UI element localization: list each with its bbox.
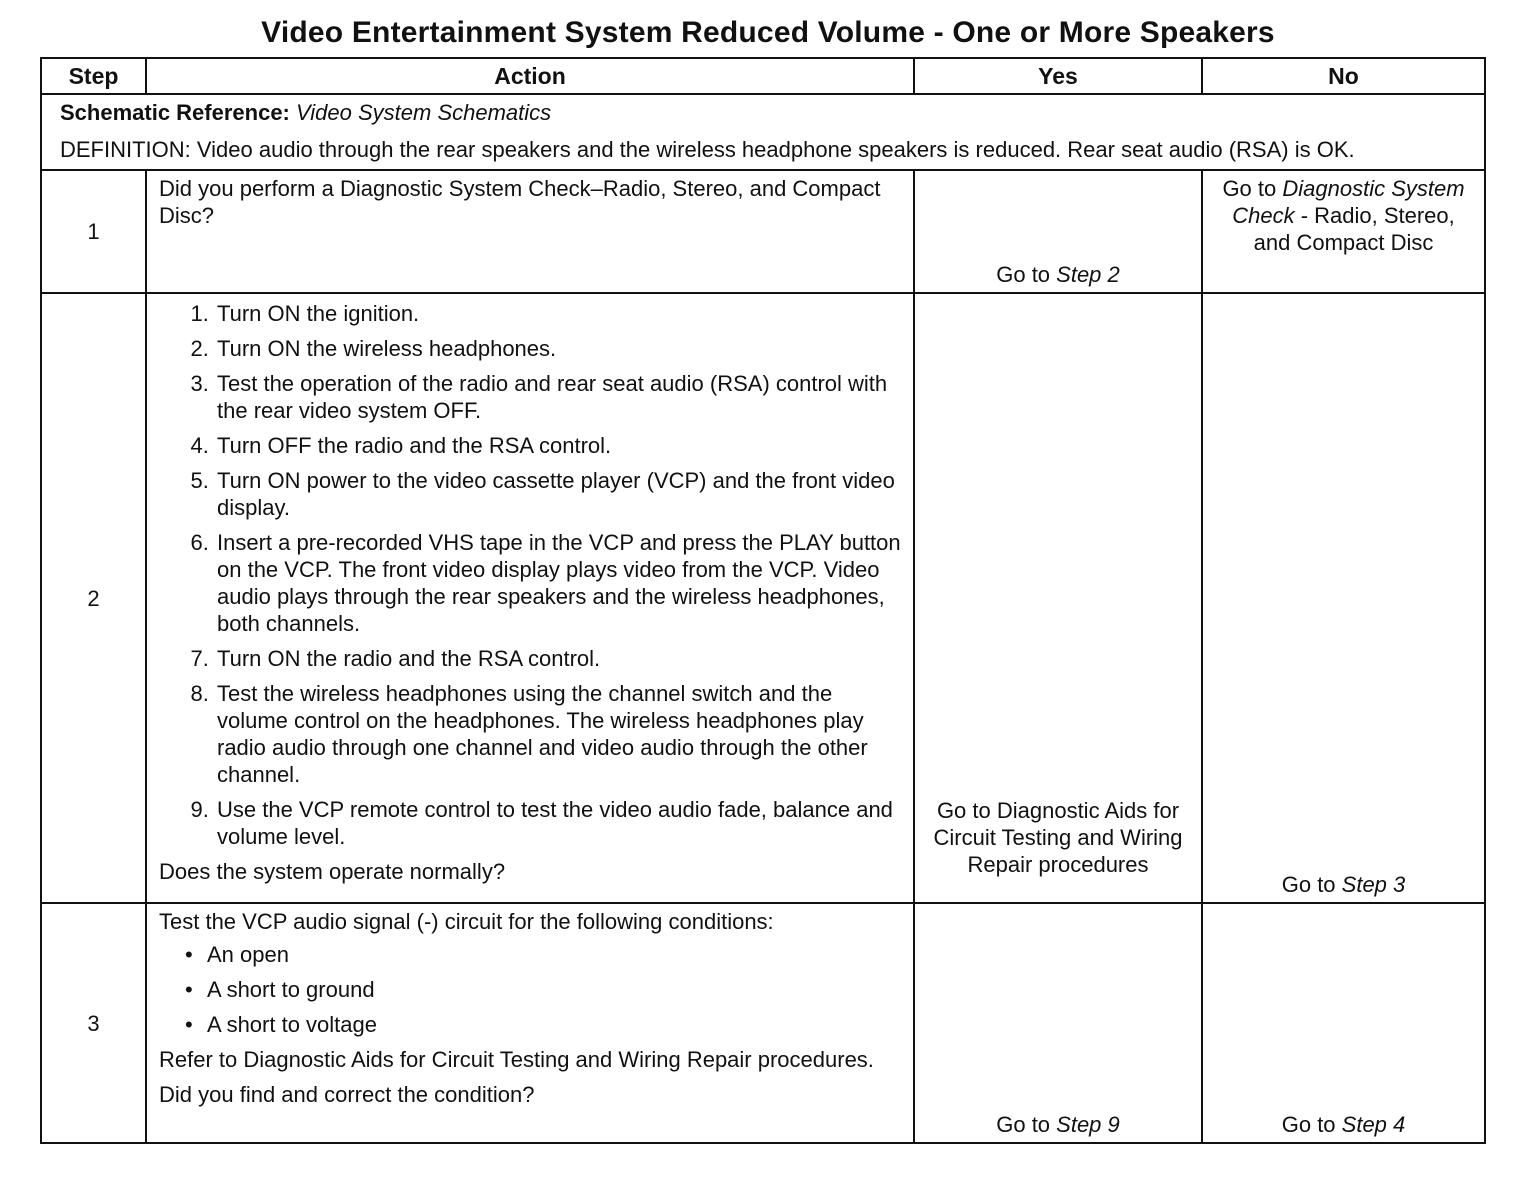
yes-text[interactable]: Go to Diagnostic Aids for Circuit Testing and Wiring Repair procedures: [933, 798, 1183, 877]
step-no: [1202, 170, 1485, 293]
list-item: 9. Use the VCP remote control to test the video audio fade, balance and volume level.: [215, 796, 901, 850]
header-row: [41, 58, 1485, 94]
header-yes: Yes: [914, 58, 1202, 94]
no-prefix: Go to: [1281, 872, 1342, 897]
diagnostic-table: [40, 57, 1486, 1144]
bullet-icon: •: [185, 1012, 193, 1037]
header-no: No: [1202, 58, 1485, 94]
no-link[interactable]: Step 4: [1341, 1112, 1406, 1137]
step-action: [146, 293, 914, 903]
schematic-reference-label: Schematic Reference:: [60, 100, 290, 125]
step-yes: [914, 903, 1202, 1143]
table-row: [41, 903, 1485, 1143]
list-item: [185, 1011, 901, 1038]
no-prefix: Go to: [1281, 1112, 1342, 1137]
step-number: 2: [41, 293, 146, 903]
list-item: 4. Turn OFF the radio and the RSA control.: [215, 432, 901, 459]
step-number: 1: [41, 170, 146, 293]
reference-row: [41, 94, 1485, 170]
list-item: 2. Turn ON the wireless headphones.: [215, 335, 901, 362]
yes-link[interactable]: Step 2: [1056, 262, 1120, 287]
no-link[interactable]: Diagnostic System Check: [1232, 176, 1465, 228]
bullet-icon: •: [185, 942, 193, 967]
list-item-text: An open: [207, 942, 289, 967]
step-question: Did you find and correct the condition?: [159, 1082, 535, 1107]
bullet-icon: •: [185, 977, 193, 1002]
no-suffix: - Radio, Stereo, and Compact Disc: [1253, 203, 1455, 255]
condition-list: [159, 941, 901, 1038]
page-title: Video Entertainment System Reduced Volume - One or More Speakers: [261, 16, 1275, 49]
list-item: [185, 941, 901, 968]
list-item: [185, 976, 901, 1003]
step-number: 3: [41, 903, 146, 1143]
list-item: 5. Turn ON power to the video cassette player (VCP) and the front video display.: [215, 467, 901, 521]
step-intro: Test the VCP audio signal (-) circuit for the following conditions:: [159, 909, 774, 934]
procedure-list: [159, 300, 901, 850]
step-yes: [914, 293, 1202, 903]
step-action: Did you perform a Diagnostic System Check–Radio, Stereo, and Compact Disc?: [146, 170, 914, 293]
reference-cell: [41, 94, 1485, 170]
list-item-text: A short to ground: [207, 977, 375, 1002]
step-yes: [914, 170, 1202, 293]
step-no: [1202, 903, 1485, 1143]
definition-text: DEFINITION: Video audio through the rear speakers and the wireless headphone speakers is reduced. Rear seat audio (RSA) is OK.: [60, 137, 1355, 162]
table-row: [41, 170, 1485, 293]
table-row: [41, 293, 1485, 903]
step-action: [146, 903, 914, 1143]
no-prefix: Go to: [1222, 176, 1283, 201]
no-link[interactable]: Step 3: [1341, 872, 1406, 897]
step-refer: Refer to Diagnostic Aids for Circuit Testing and Wiring Repair procedures.: [159, 1047, 874, 1072]
list-item: 7. Turn ON the radio and the RSA control.: [215, 645, 901, 672]
list-item: 6. Insert a pre-recorded VHS tape in the VCP and press the PLAY button on the VCP. The front video display plays video from the VCP. Video audio plays through the rear speakers and the wireless headphones, both channels.: [215, 529, 901, 637]
header-action: Action: [146, 58, 914, 94]
list-item-text: A short to voltage: [207, 1012, 377, 1037]
step-no: [1202, 293, 1485, 903]
list-item: 1. Turn ON the ignition.: [215, 300, 901, 327]
header-step: Step: [41, 58, 146, 94]
list-item: 3. Test the operation of the radio and rear seat audio (RSA) control with the rear video system OFF.: [215, 370, 901, 424]
yes-prefix: Go to: [996, 262, 1057, 287]
yes-link[interactable]: Step 9: [1056, 1112, 1120, 1137]
yes-prefix: Go to: [996, 1112, 1057, 1137]
diagnostic-table-frame: [40, 57, 1480, 1151]
list-item: 8. Test the wireless headphones using the channel switch and the volume control on the headphones. The wireless headphones play radio audio through one channel and video audio through the other channel.: [215, 680, 901, 788]
schematic-reference-link[interactable]: Video System Schematics: [296, 100, 552, 125]
step-question: Does the system operate normally?: [159, 859, 506, 884]
